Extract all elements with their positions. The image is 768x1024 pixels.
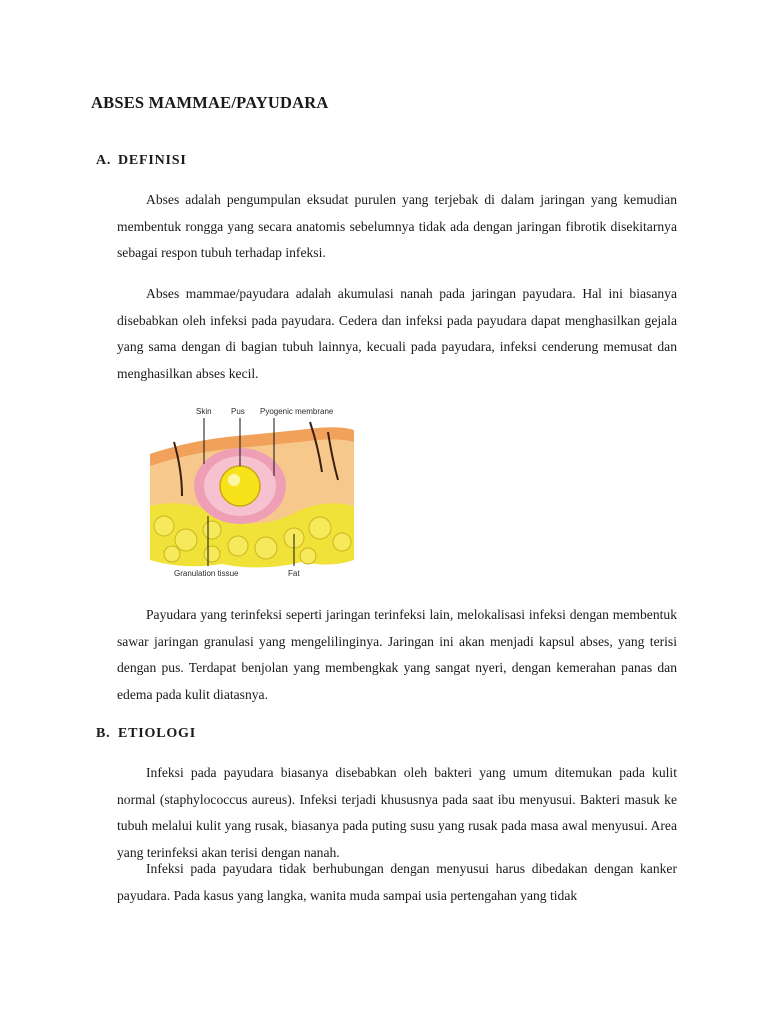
abscess-diagram [142, 402, 362, 584]
label-skin: Skin [196, 407, 212, 416]
section-title: DEFINISI [118, 153, 187, 168]
paragraph-etiologi-1: Infeksi pada payudara biasanya disebabkan oleh bakteri yang umum ditemukan pada kulit normal (staphylococcus aureus). Infeksi terjadi khususnya pada saat ibu menyusui. Bakteri masuk ke tubuh melalui kulit yang rusak, biasanya pada puting susu yang rusak pada masa awal menyusui. Area yang terinfeksi akan terisi dengan nanah. [117, 765, 677, 860]
paragraph-etiologi-2: Infeksi pada payudara tidak berhubungan dengan menyusui harus dibedakan dengan kanker payudara. Pada kasus yang langka, wanita muda sampai usia pertengahan yang tidak [117, 861, 677, 903]
section-number: B. [96, 726, 111, 741]
label-pus: Pus [231, 407, 245, 416]
pus-highlight [228, 474, 240, 486]
section-title: ETIOLOGI [118, 726, 196, 741]
label-granulation-tissue: Granulation tissue [174, 569, 239, 578]
abscess-diagram-svg [142, 402, 362, 584]
section-heading-etiologi [96, 726, 196, 742]
paragraph-definisi-1: Abses adalah pengumpulan eksudat purulen yang terjebak di dalam jaringan yang kemudian membentuk rongga yang secara anatomis sebelumnya tidak ada dengan jaringan fibrotik disekitarnya sebagai respon tubuh terhadap infeksi. [117, 192, 677, 260]
paragraph-definisi-3: Payudara yang terinfeksi seperti jaringan terinfeksi lain, melokalisasi infeksi dengan membentuk sawar jaringan granulasi yang mengelilinginya. Jaringan ini akan menjadi kapsul abses, yang terisi dengan pus. Terdapat benjolan yang membengkak yang sangat nyeri, dengan kemerahan panas dan edema pada kulit diatasnya. [117, 607, 677, 702]
label-pyogenic-membrane: Pyogenic membrane [260, 407, 334, 416]
section-number: A. [96, 153, 112, 168]
document-title: ABSES MAMMAE/PAYUDARA [91, 93, 329, 112]
pus-core [220, 466, 260, 506]
paragraph-definisi-2: Abses mammae/payudara adalah akumulasi nanah pada jaringan payudara. Hal ini biasanya disebabkan oleh infeksi pada payudara. Cedera dan infeksi pada payudara dapat menghasilkan gejala yang sama dengan di bagian tubuh lainnya, kecuali pada payudara, infeksi cenderung memusat dan menghasilkan abses kecil. [117, 286, 677, 381]
label-fat: Fat [288, 569, 300, 578]
section-heading-definisi [96, 153, 187, 169]
